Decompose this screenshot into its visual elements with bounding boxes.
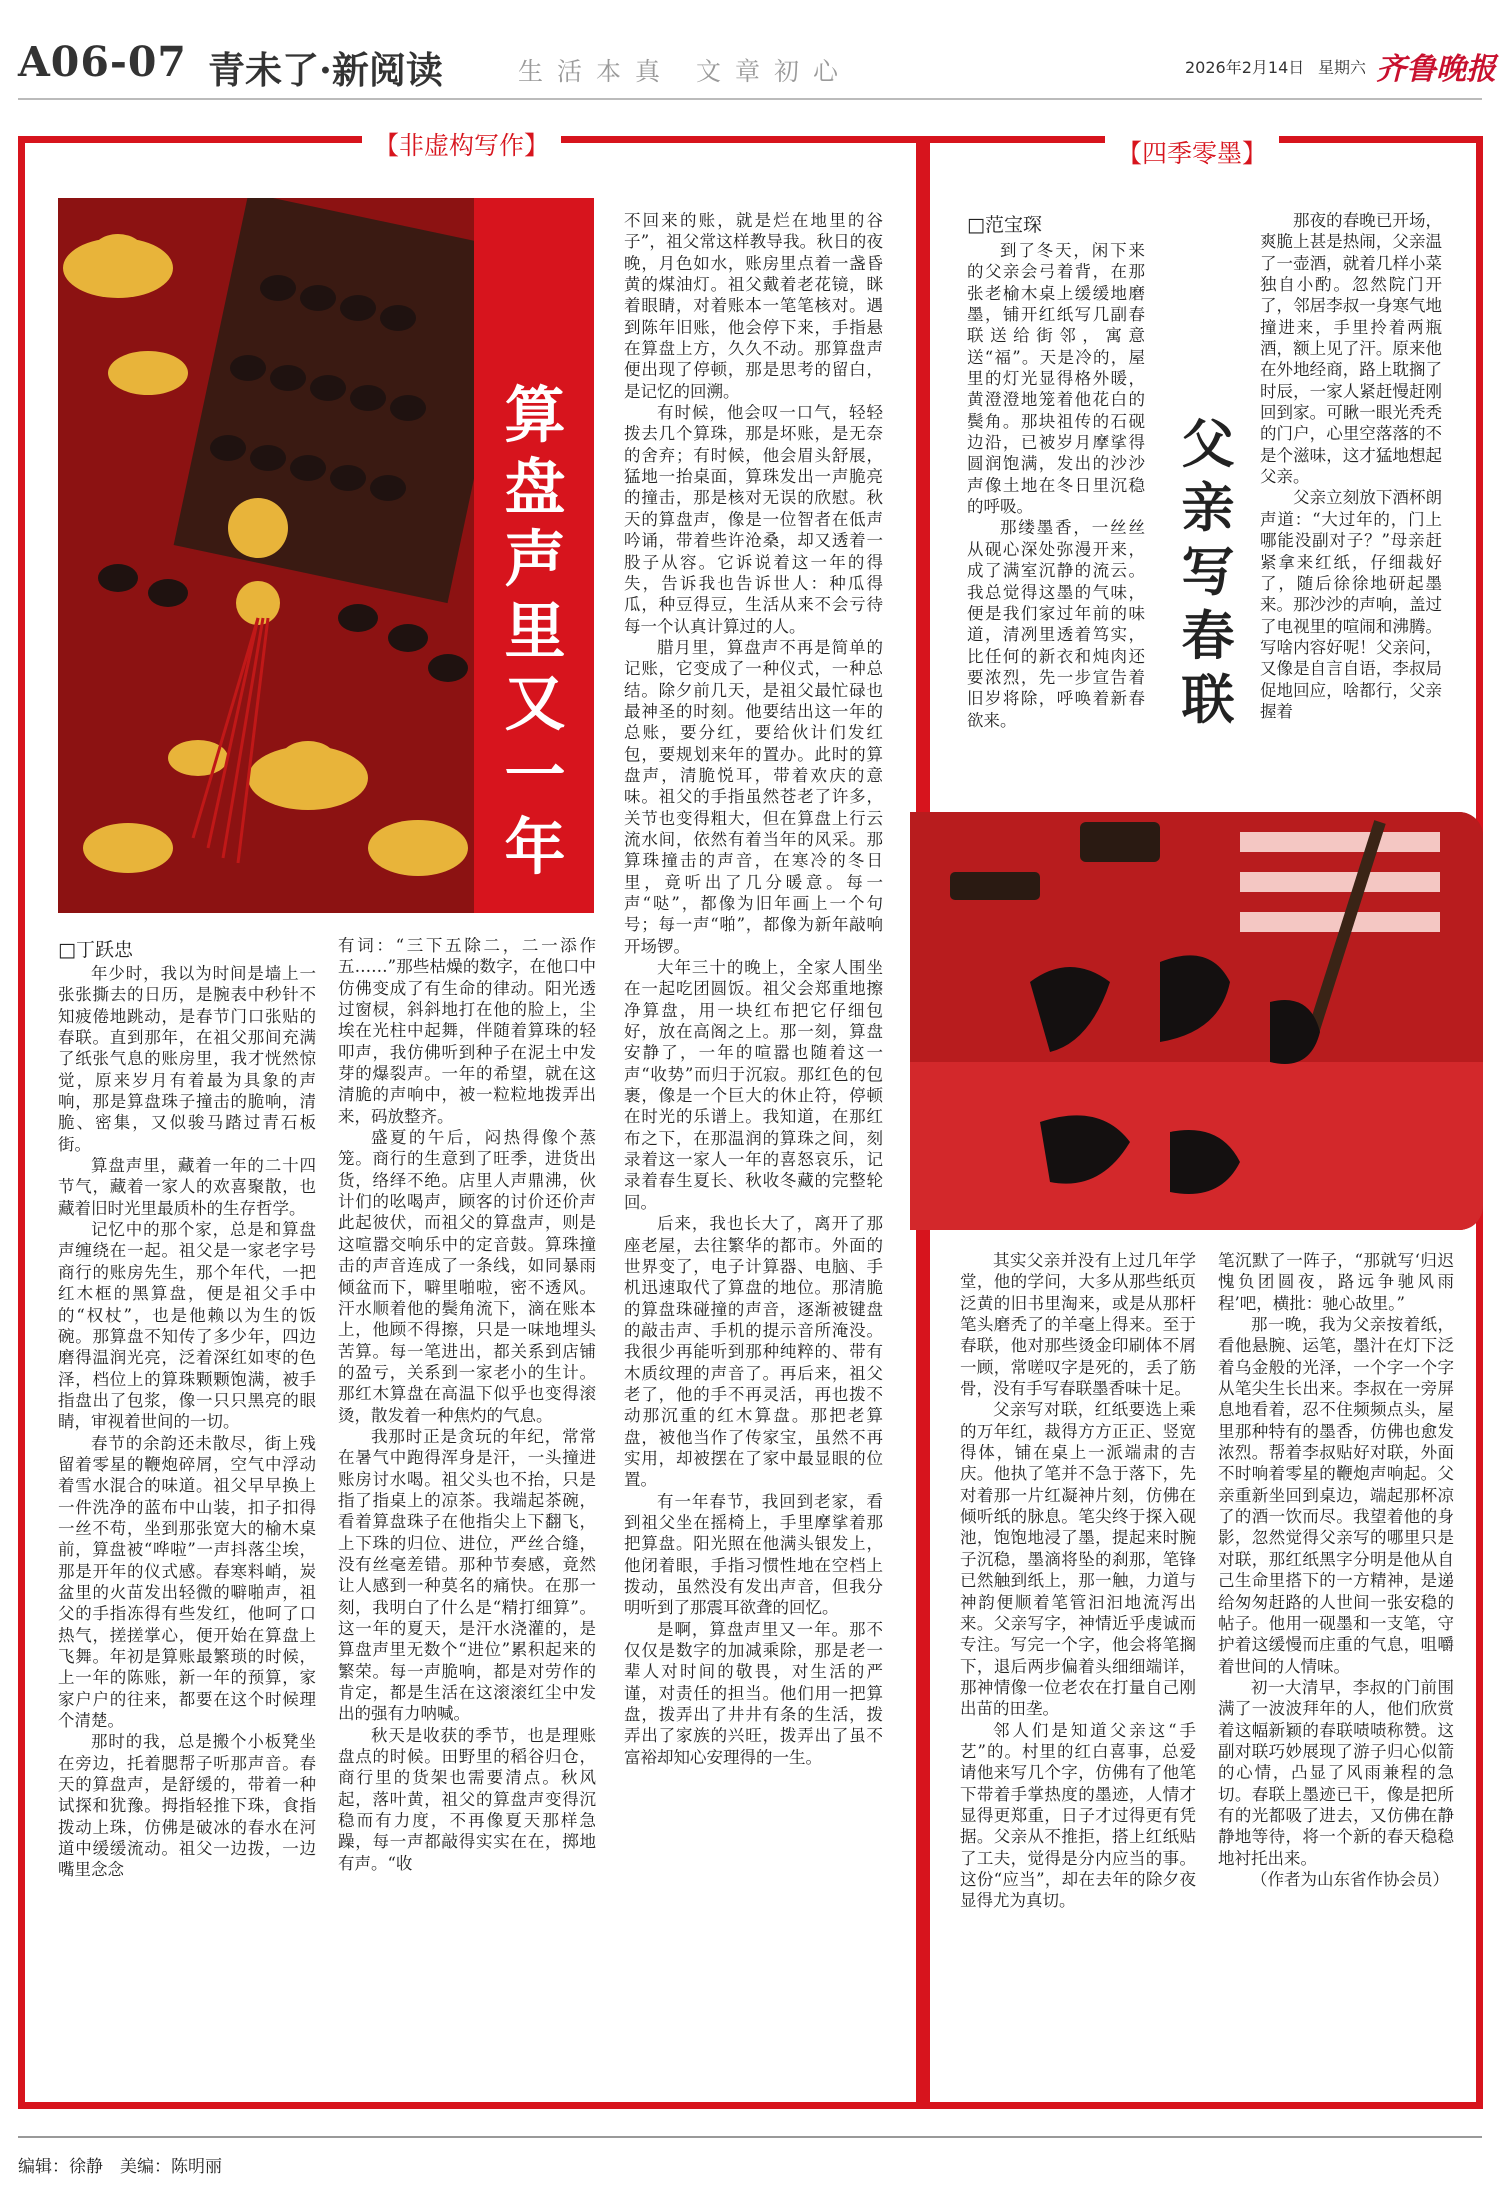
section-title: 青未了·新阅读: [208, 48, 443, 92]
article-column-left-3: [624, 210, 883, 1768]
abacus-photo: [58, 198, 474, 913]
article-paragraph: 是啊，算盘声里又一年。那不仅仅是数字的加减乘除，那是老一辈人对时间的敬畏，对生活的严谨，对责任的担当。他们用一把算盘，拨弄出了井井有条的生活，拨弄出了家族的兴旺，拨弄出了虽不富裕却知心安理得的一生。: [624, 1619, 883, 1767]
article-paragraph: 大年三十的晚上，全家人围坐在一起吃团圆饭。祖父会郑重地擦净算盘，用一块红布把它仔细包好，放在高阁之上。那一刻，算盘安静了，一年的喧嚣也随着这一声“收势”而归于沉寂。那红色的包裹，像是一个巨大的休止符，停顿在时光的乐谱上。我知道，在那红布之下，在那温润的算珠之间，刻录着这一家人一年的喜怒哀乐，记录着春生夏长、秋收冬藏的完整轮回。: [624, 958, 883, 1212]
article-paragraph: 不回来的账，就是烂在地里的谷子”，祖父常这样教导我。秋日的夜晚，月色如水，账房里点着一盏昏黄的煤油灯。祖父戴着老花镜，眯着眼睛，对着账本一笔笔核对。遇到陈年旧账，他会停下来，手指悬在算盘上方，久久不动。那算盘声便出现了停顿，那是思考的留白，是记忆的回溯。: [624, 211, 883, 401]
footer-divider: [18, 2136, 1482, 2138]
publication-date: 2026年2月14日: [1185, 58, 1305, 77]
article-paragraph: 有时候，他会叹一口气，轻轻拨去几个算珠，那是坏账，是无奈的舍弃；有时候，他会眉头舒展，猛地一抬桌面，算珠发出一声脆亮的撞击，那是核对无误的欣慰。秋天的算盘声，像是一位智者在低声吟诵，带着些许沧桑，却又透着一股子从容。它诉说着这一年的得失，告诉我也告诉世人：种瓜得瓜，种豆得豆，生活从来不会亏待每一个认真计算过的人。: [624, 403, 883, 636]
article-paragraph: 年少时，我以为时间是墙上一张张撕去的日历，是腕表中秒针不知疲倦地跳动，是春节门口张贴的春联。直到那年，在祖父那间充满了纸张气息的账房里，我才恍然惊觉，原来岁月有着最为具象的声响，那是算盘珠子撞击的脆响，清脆、密集，又似骏马踏过青石板街。: [58, 964, 316, 1154]
masthead-divider: [18, 98, 1482, 100]
publication-weekday: 星期六: [1318, 58, 1367, 77]
article-paragraph: 盛夏的午后，闷热得像个蒸笼。商行的生意到了旺季，进货出货，络绎不绝。店里人声鼎沸，伙计们的吆喝声，顾客的讨价还价声此起彼伏，而祖父的算盘声，则是这喧嚣交响乐中的定音鼓。算珠撞击的声音连成了一条线，如同暴雨倾盆而下，噼里啪啦，密不透风。汗水顺着他的鬓角流下，滴在账本上，他顾不得擦，只是一味地埋头苦算。每一笔进出，都关系到店铺的盈亏，关系到一家老小的生计。那红木算盘在高温下似乎也变得滚烫，散发着一种焦灼的气息。: [338, 1128, 596, 1425]
masthead: [0, 0, 1500, 115]
article-paragraph: 那夜的春晚已开场，爽脆上甚是热闹，父亲温了一壶酒，就着几样小菜独自小酌。忽然院门开了，邻居李叔一身寒气地撞进来，手里拎着两瓶酒，额上见了汗。原来他在外地经商，路上耽搁了时辰，一家人紧赶慢赶刚回到家。可瞅一眼光秃秃的门户，心里空落落的不是个滋味，这才猛地想起父亲。: [1260, 211, 1442, 487]
article-paragraph: 初一大清早，李叔的门前围满了一波波拜年的人，他们欣赏着这幅新颖的春联啧啧称赞。这副对联巧妙展现了游子归心似箭的心情，凸显了风雨兼程的急切。春联上墨迹已干，像是把所有的光都吸了进去，又仿佛在静静地等待，将一个新的春天稳稳地衬托出来。: [1218, 1677, 1454, 1868]
article-title-left: 算盘声里又一年: [504, 380, 566, 883]
calligraphy-photo: [910, 812, 1483, 1230]
article-paragraph: （作者为山东省作协会员）: [1251, 1869, 1449, 1889]
article-paragraph: 父亲立刻放下酒杯朗声道：“大过年的，门上哪能没副对子？”母亲赶紧拿来红纸，仔细裁好了，随后徐徐地研起墨来。那沙沙的声响，盖过了电视里的喧闹和沸腾。写啥内容好呢！父亲问，又像是自言自语，李叔局促地回应，啥都行，父亲握着: [1260, 488, 1442, 721]
column-tag-left: 【非虚构写作】: [362, 126, 561, 166]
article-paragraph: 有一年春节，我回到老家，看到祖父坐在摇椅上，手里摩挲着那把算盘。阳光照在他满头银发上，他闭着眼，手指习惯性地在空档上拨动，虽然没有发出声音，但我分明听到了那震耳欲聋的回忆。: [624, 1491, 883, 1618]
article-paragraph: 那时的我，总是搬个小板凳坐在旁边，托着腮帮子听那声音。春天的算盘声，是舒缓的，带着一种试探和犹豫。拇指轻推下珠，食指拨动上珠，仿佛是破冰的春水在河道中缓缓流动。祖父一边拨，一边嘴里念念: [58, 1732, 316, 1880]
article-paragraph: 记忆中的那个家，总是和算盘声缠绕在一起。祖父是一家老字号商行的账房先生，那个年代，一把红木框的黑算盘，便是祖父手中的“权杖”，也是他赖以为生的饭碗。那算盘不知传了多少年，四边磨得温润光亮，泛着深红如枣的色泽，档位上的算珠颗颗饱满，被手指盘出了包浆，像一只只黑亮的眼睛，审视着世间的一切。: [58, 1220, 316, 1432]
article-paragraph: 父亲写对联，红纸要选上乘的万年红，裁得方方正正、竖宽得体，铺在桌上一派端肃的吉庆。他执了笔并不急于落下，先对着那一片红凝神片刻，仿佛在倾听纸的脉息。笔尖终于探入砚池，饱饱地浸了墨，提起来时腕子沉稳，墨滴将坠的刹那，笔锋已然触到纸上，那一触，力道与神韵便顺着笔管汩汩地流泻出来。父亲写字，神情近乎虔诚而专注。写完一个字，他会将笔搁下，退后两步偏着头细细端详，那神情像一位老农在打量自己刚出苗的田垄。: [960, 1400, 1196, 1719]
calligraphy-brush-icon: [910, 812, 1483, 1230]
article-column-right-a: [967, 240, 1145, 731]
article-column-left-2: [338, 935, 596, 1874]
author-byline-right: □范宝琛: [967, 214, 1042, 236]
article-paragraph: 其实父亲并没有上过几年学堂，他的学问，大多从那些纸页泛黄的旧书里淘来，或是从那杆笔头磨秃了的羊毫上得来。至于春联，他对那些烫金印刷体不屑一顾，常嗟叹字是死的，丢了筋骨，没有手写春联墨香味十足。: [960, 1251, 1196, 1399]
column-tag-right: 【四季零墨】: [1105, 134, 1279, 174]
abacus-photo-icon: [58, 198, 474, 913]
editor-credit: 编辑：徐静 美编：陈明丽: [18, 2157, 222, 2177]
article-paragraph: 后来，我也长大了，离开了那座老屋，去往繁华的都市。外面的世界变了，电子计算器、电脑、手机迅速取代了算盘的地位。那清脆的算盘珠碰撞的声音，逐渐被键盘的敲击声、手机的提示音所淹没。我很少再能听到那种纯粹的、带有木质纹理的声音了。再后来，祖父老了，他的手不再灵活，再也拨不动那沉重的红木算盘。那把老算盘，被他当作了传家宝，虽然不再实用，却被摆在了家中最显眼的位置。: [624, 1214, 883, 1490]
article-paragraph: 算盘声里，藏着一年的二十四节气，藏着一家人的欢喜聚散，也藏着旧时光里最质朴的生存哲学。: [58, 1156, 316, 1218]
article-paragraph: 我那时正是贪玩的年纪，常常在暑气中跑得浑身是汗，一头撞进账房讨水喝。祖父头也不抬，只是指了指桌上的凉茶。我端起茶碗，看着算盘珠子在他指尖上下翻飞，上下珠的归位、进位，严丝合缝，没有丝毫差错。那种节奏感，竟然让人感到一种莫名的痛快。在那一刻，我明白了什么是“精打细算”。这一年的夏天，是汗水浇灌的，是算盘声里无数个“进位”累积起来的繁荣。每一声脆响，都是对劳作的肯定，都是生活在这滚滚红尘中发出的强有力呐喊。: [338, 1426, 596, 1724]
newspaper-logo: 齐鲁晚报: [1376, 52, 1496, 87]
article-title-right: 父亲写春联: [1181, 413, 1235, 731]
article-paragraph: 有词：“三下五除二，二一添作五……”那些枯燥的数字，在他口中仿佛变成了有生命的律动。阳光透过窗棂，斜斜地打在他的脸上，尘埃在光柱中起舞，伴随着算珠的轻叩声，我仿佛听到种子在泥土中发芽的爆裂声。一年的希望，就在这清脆的声响中，被一粒粒地拨弄出来，码放整齐。: [338, 936, 596, 1126]
article-column-right-c: [960, 1250, 1196, 1912]
article-paragraph: 笔沉默了一阵子，“那就写‘归迟愧负团圆夜，路远争驰风雨程’吧，横批：驰心故里。”: [1218, 1251, 1454, 1313]
article-paragraph: 那一晚，我为父亲按着纸，看他悬腕、运笔，墨汁在灯下泛着乌金般的光泽，一个字一个字从笔尖生长出来。李叔在一旁屏息地看着，忍不住频频点头，屋里那种特有的墨香，仿佛也愈发浓烈。帮着李叔贴好对联，外面不时响着零星的鞭炮声响起。父亲重新坐回到桌边，端起那杯凉了的酒一饮而尽。我望着他的身影，忽然觉得父亲写的哪里只是对联，那红纸黑字分明是他从自己生命里搭下的一方精神，是递给匆匆赶路的人世间一张安稳的帖子。他用一砚墨和一支笔，守护着这缓慢而庄重的气息，咀嚼着世间的人情味。: [1218, 1315, 1454, 1676]
author-byline-left: □丁跃忠: [58, 939, 133, 961]
article-paragraph: 邻人们是知道父亲这“手艺”的。村里的红白喜事，总爱请他来写几个字，仿佛有了他笔下带着手掌热度的墨迹，人情才显得更郑重，日子才过得更有凭据。父亲从不推拒，搭上红纸贴了工夫，觉得是分内应当的事。这份“应当”，却在去年的除夕夜显得尤为真切。: [960, 1720, 1196, 1911]
article-paragraph: 秋天是收获的季节，也是理账盘点的时候。田野里的稻谷归仓，商行里的货架也需要清点。秋风起，落叶黄，祖父的算盘声变得沉稳而有力度，不再像夏天那样急躁，每一声都敲得实实在在，掷地有声。“收: [338, 1725, 596, 1873]
article-paragraph: 春节的余韵还未散尽，街上残留着零星的鞭炮碎屑，空气中浮动着雪水混合的味道。祖父早早换上一件洗净的蓝布中山装，扣子扣得一丝不苟，坐到那张宽大的榆木桌前，算盘被“哗啦”一声抖落尘埃，那是开年的仪式感。春寒料峭，炭盆里的火苗发出轻微的噼啪声，祖父的手指冻得有些发红，他呵了口热气，搓搓掌心，便开始在算盘上飞舞。年初是算账最繁琐的时候，上一年的陈账，新一年的预算，家家户户的往来，都要在这个时候理个清楚。: [58, 1433, 316, 1731]
article-column-left-1: [58, 963, 316, 1881]
article-column-right-d: [1218, 1250, 1454, 1890]
article-paragraph: 到了冬天，闲下来的父亲会弓着背，在那张老榆木桌上缓缓地磨墨，铺开红纸写几副春联送给街邻，寓意送“福”。天是冷的，屋里的灯光显得格外暖，黄澄澄地笼着他花白的鬓角。那块祖传的石砚边沿，已被岁月摩挲得圆润饱满，发出的沙沙声像土地在冬日里沉稳的呼吸。: [967, 241, 1145, 517]
section-slogan: 生活本真 文章初心: [518, 57, 852, 86]
article-paragraph: 腊月里，算盘声不再是简单的记账，它变成了一种仪式，一种总结。除夕前几天，是祖父最忙碌也最神圣的时刻。他要结出这一年的总账，要分红，要给伙计们发红包，要规划来年的置办。此时的算盘声，清脆悦耳，带着欢庆的意味。祖父的手指虽然苍老了许多，关节也变得粗大，但在算盘上行云流水间，依然有着当年的风采。那算珠撞击的声音，在寒冷的冬日里，竟听出了几分暖意。每一声“哒”，都像为旧年画上一个句号；每一声“啪”，都像为新年敲响开场锣。: [624, 637, 883, 956]
page-number: A06-07: [18, 38, 187, 86]
article-paragraph: 那缕墨香，一丝丝从砚心深处弥漫开来，成了满室沉静的流云。我总觉得这墨的气味，便是我们家过年前的味道，清冽里透着笃实，比任何的新衣和炖肉还要浓烈，先一步宣告着旧岁将除，呼唤着新春欲来。: [967, 518, 1145, 730]
article-column-right-b: [1260, 210, 1442, 722]
